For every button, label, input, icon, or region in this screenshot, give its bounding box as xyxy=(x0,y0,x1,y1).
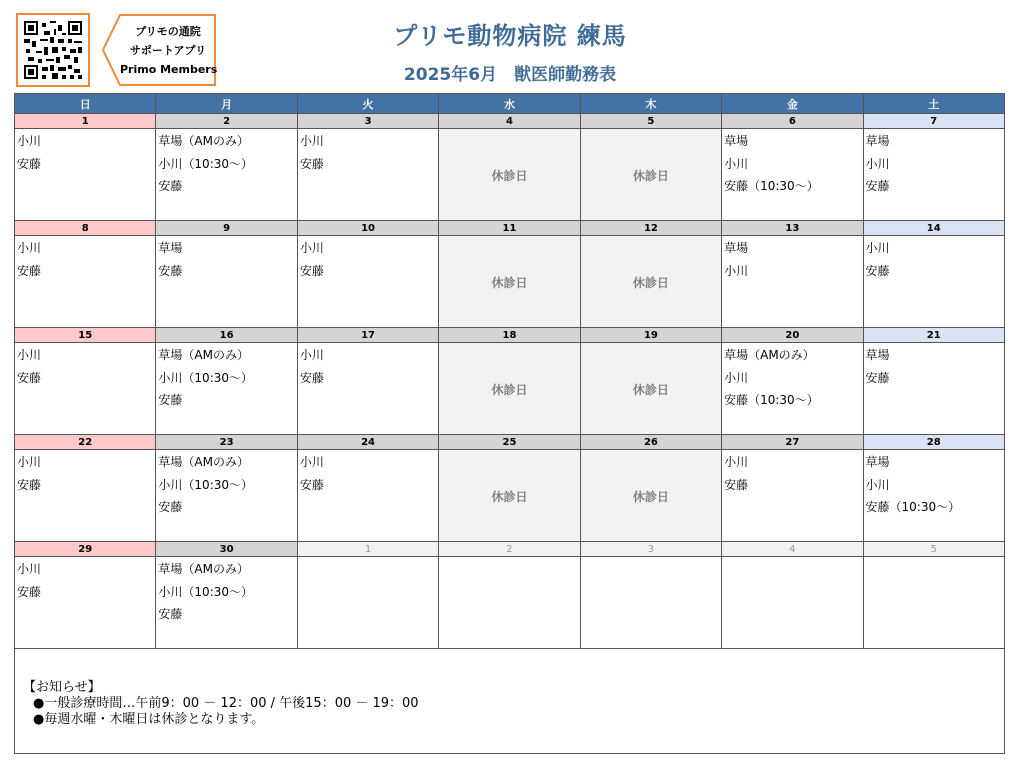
staff-entry: 小川 xyxy=(865,477,890,492)
notice-heading: 【お知らせ】 xyxy=(23,680,101,695)
closed-day-label: 休診日 xyxy=(632,383,669,397)
day-cell xyxy=(722,343,863,435)
notice-box xyxy=(14,648,1005,754)
staff-entry: 草場（AMのみ） xyxy=(724,348,815,362)
app-badge xyxy=(102,14,216,86)
day-cell xyxy=(15,129,156,221)
schedule-calendar xyxy=(14,93,1005,649)
weekday-header-row xyxy=(15,94,1005,114)
day-cell xyxy=(863,236,1004,328)
date-number-row xyxy=(15,221,1005,236)
date-number: 1 xyxy=(297,542,438,557)
staff-entry: 草場 xyxy=(865,348,890,362)
day-cell xyxy=(863,343,1004,435)
day-cell xyxy=(156,450,297,542)
date-number-row xyxy=(15,542,1005,557)
day-cell xyxy=(580,557,721,649)
staff-entry: 小川 xyxy=(724,263,749,278)
closed-day-cell xyxy=(439,236,580,328)
date-number: 3 xyxy=(297,114,438,129)
weekday-header: 月 xyxy=(156,94,297,114)
staff-entry: 小川 xyxy=(17,455,42,469)
closed-day-label: 休診日 xyxy=(632,490,669,504)
weekday-header: 日 xyxy=(15,94,156,114)
day-cell xyxy=(863,557,1004,649)
weekday-header: 金 xyxy=(722,94,863,114)
date-number: 11 xyxy=(439,221,580,236)
closed-day-label: 休診日 xyxy=(491,383,528,397)
staff-entry: 安藤 xyxy=(865,179,890,193)
date-number: 5 xyxy=(580,114,721,129)
staff-entry: 安藤 xyxy=(158,393,183,407)
day-cell xyxy=(297,343,438,435)
day-cell xyxy=(297,129,438,221)
staff-entry: 安藤 xyxy=(865,370,890,385)
date-number: 12 xyxy=(580,221,721,236)
staff-entry: 草場 xyxy=(158,241,183,255)
staff-row xyxy=(15,129,1005,221)
date-number: 30 xyxy=(156,542,297,557)
date-number: 9 xyxy=(156,221,297,236)
date-number: 19 xyxy=(580,328,721,343)
staff-entry: 小川 xyxy=(724,156,749,171)
closed-day-label: 休診日 xyxy=(632,276,669,290)
closed-day-cell xyxy=(580,450,721,542)
closed-day-cell xyxy=(580,343,721,435)
staff-entry: 安藤（10:30～） xyxy=(724,393,819,407)
closed-day-label: 休診日 xyxy=(491,169,528,183)
app-badge-line-3: Primo Members xyxy=(120,63,218,76)
day-cell xyxy=(15,557,156,649)
day-cell xyxy=(156,129,297,221)
staff-entry: 安藤 xyxy=(17,263,42,278)
staff-entry: 安藤（10:30～） xyxy=(865,500,961,514)
weekday-header: 水 xyxy=(439,94,580,114)
staff-entry: 安藤 xyxy=(299,477,324,492)
day-cell xyxy=(439,557,580,649)
date-number-row xyxy=(15,435,1005,450)
staff-entry: 小川 xyxy=(17,241,42,255)
day-cell xyxy=(722,236,863,328)
date-number: 8 xyxy=(15,221,156,236)
date-number: 27 xyxy=(722,435,863,450)
date-number: 3 xyxy=(580,542,721,557)
staff-entry: 小川 xyxy=(17,562,42,576)
staff-entry: 草場 xyxy=(865,455,890,469)
day-cell xyxy=(722,557,863,649)
staff-entry: 草場（AMのみ） xyxy=(158,134,249,148)
closed-day-label: 休診日 xyxy=(632,169,669,183)
weekday-header: 木 xyxy=(580,94,721,114)
staff-entry: 安藤 xyxy=(17,584,42,599)
day-cell xyxy=(156,343,297,435)
date-number: 24 xyxy=(297,435,438,450)
closed-day-cell xyxy=(580,129,721,221)
staff-entry: 小川 xyxy=(724,370,749,385)
staff-row xyxy=(15,236,1005,328)
day-cell xyxy=(15,450,156,542)
staff-entry: 小川 xyxy=(17,134,42,148)
staff-entry: 小川 xyxy=(17,348,42,362)
date-number: 20 xyxy=(722,328,863,343)
date-number: 7 xyxy=(863,114,1004,129)
closed-day-cell xyxy=(439,343,580,435)
qr-code xyxy=(16,13,90,87)
date-number: 23 xyxy=(156,435,297,450)
date-number: 28 xyxy=(863,435,1004,450)
staff-entry: 安藤 xyxy=(17,156,42,171)
day-cell xyxy=(863,450,1004,542)
date-number: 26 xyxy=(580,435,721,450)
qr-code-icon xyxy=(24,21,82,79)
staff-entry: 安藤 xyxy=(299,156,324,171)
day-cell xyxy=(863,129,1004,221)
day-cell xyxy=(156,557,297,649)
date-number: 16 xyxy=(156,328,297,343)
closed-day-cell xyxy=(580,236,721,328)
staff-entry: 安藤 xyxy=(158,179,183,193)
staff-entry: 草場（AMのみ） xyxy=(158,455,249,469)
app-badge-line-2: サポートアプリ xyxy=(129,44,207,57)
staff-entry: 小川 xyxy=(299,348,324,362)
date-number: 15 xyxy=(15,328,156,343)
notice-closed-days: ●毎週水曜・木曜日は休診となります。 xyxy=(33,712,265,727)
weekday-header: 火 xyxy=(297,94,438,114)
day-cell xyxy=(15,236,156,328)
staff-entry: 草場 xyxy=(724,241,749,255)
staff-entry: 安藤 xyxy=(158,500,183,514)
staff-entry: 小川（10:30～） xyxy=(158,477,254,492)
day-cell xyxy=(722,129,863,221)
date-number: 1 xyxy=(15,114,156,129)
date-number: 5 xyxy=(863,542,1004,557)
staff-row xyxy=(15,343,1005,435)
day-cell xyxy=(297,450,438,542)
staff-entry: 安藤 xyxy=(17,370,42,385)
date-number: 4 xyxy=(722,542,863,557)
date-number: 17 xyxy=(297,328,438,343)
staff-entry: 小川（10:30～） xyxy=(158,370,254,385)
weekday-header: 土 xyxy=(863,94,1004,114)
date-number: 2 xyxy=(439,542,580,557)
date-number: 13 xyxy=(722,221,863,236)
date-number: 4 xyxy=(439,114,580,129)
staff-entry: 草場（AMのみ） xyxy=(158,562,249,576)
closed-day-cell xyxy=(439,450,580,542)
staff-entry: 草場 xyxy=(724,134,749,148)
day-cell xyxy=(297,236,438,328)
staff-entry: 草場（AMのみ） xyxy=(158,348,249,362)
date-number: 6 xyxy=(722,114,863,129)
date-number: 14 xyxy=(863,221,1004,236)
date-number: 21 xyxy=(863,328,1004,343)
staff-entry: 小川（10:30～） xyxy=(158,156,254,171)
date-number: 29 xyxy=(15,542,156,557)
date-number: 18 xyxy=(439,328,580,343)
day-cell xyxy=(722,450,863,542)
staff-entry: 安藤 xyxy=(865,263,890,278)
staff-entry: 安藤 xyxy=(158,263,183,278)
staff-entry: 安藤（10:30～） xyxy=(724,179,819,193)
staff-entry: 安藤 xyxy=(724,477,749,492)
staff-row xyxy=(15,450,1005,542)
closed-day-label: 休診日 xyxy=(491,276,528,290)
date-number-row xyxy=(15,328,1005,343)
staff-entry: 安藤 xyxy=(17,477,42,492)
closed-day-label: 休診日 xyxy=(491,490,528,504)
day-cell xyxy=(297,557,438,649)
date-number: 22 xyxy=(15,435,156,450)
staff-entry: 小川 xyxy=(865,241,890,255)
staff-entry: 安藤 xyxy=(299,370,324,385)
staff-entry: 安藤 xyxy=(299,263,324,278)
staff-entry: 小川（10:30～） xyxy=(158,584,254,599)
staff-row xyxy=(15,557,1005,649)
staff-entry: 小川 xyxy=(299,241,324,255)
day-cell xyxy=(15,343,156,435)
staff-entry: 小川 xyxy=(299,455,324,469)
staff-entry: 小川 xyxy=(299,134,324,148)
staff-entry: 小川 xyxy=(865,156,890,171)
day-cell xyxy=(156,236,297,328)
page-subtitle: 2025年6月 獣医師勤務表 xyxy=(403,65,617,85)
notice-hours: ●一般診療時間…午前9：00 － 12：00 / 午後15：00 － 19：00 xyxy=(33,696,419,711)
closed-day-cell xyxy=(439,129,580,221)
date-number: 2 xyxy=(156,114,297,129)
app-badge-line-1: プリモの通院 xyxy=(135,25,201,38)
date-number-row xyxy=(15,114,1005,129)
staff-entry: 安藤 xyxy=(158,607,183,621)
date-number: 10 xyxy=(297,221,438,236)
date-number: 25 xyxy=(439,435,580,450)
staff-entry: 草場 xyxy=(865,134,890,148)
staff-entry: 小川 xyxy=(724,455,749,469)
page-title: プリモ動物病院 練馬 xyxy=(393,22,627,50)
